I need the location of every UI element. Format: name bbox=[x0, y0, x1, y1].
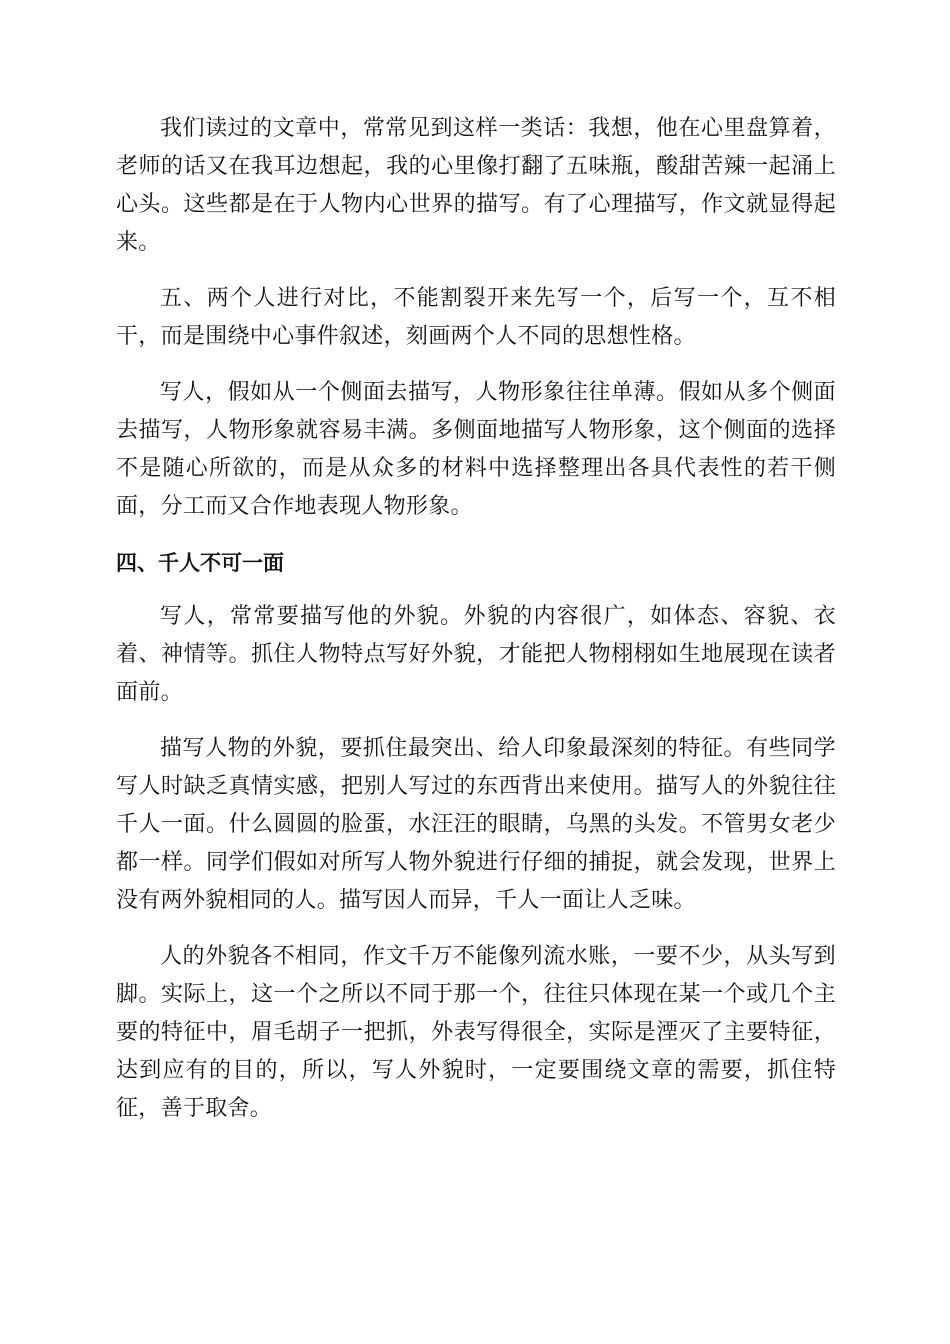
document-page bbox=[116, 110, 836, 1146]
section-heading: 四、千人不可一面 bbox=[116, 551, 284, 575]
paragraph-contrast-two-people: 五、两个人进行对比，不能割裂开来先写一个，后写一个，互不相干，而是围绕中心事件叙述，刻画两个人不同的思想性格。 bbox=[116, 286, 836, 349]
paragraph-multiple-aspects: 写人，假如从一个侧面去描写，人物形象往往单薄。假如从多个侧面去描写，人物形象就容易丰满。多侧面地描写人物形象，这个侧面的选择不是随心所欲的，而是从众多的材料中选择整理出各具代表性的若干侧面，分工而又合作地表现人物形象。 bbox=[116, 380, 836, 519]
paragraph-appearance-selection: 人的外貌各不相同，作文千万不能像列流水账，一要不少，从头写到脚。实际上，这一个之所以不同于那一个，往往只体现在某一个或几个主要的特征中，眉毛胡子一把抓，外表写得很全，实际是湮灭了主要特征，达到应有的目的，所以，写人外貌时，一定要围绕文章的需要，抓住特征，善于取舍。 bbox=[116, 944, 836, 1121]
paragraph-appearance-features: 描写人物的外貌，要抓住最突出、给人印象最深刻的特征。有些同学写人时缺乏真情实感，把别人写过的东西背出来使用。描写人的外貌往往千人一面。什么圆圆的脸蛋，水汪汪的眼睛，乌黑的头发。不管男女老少都一样。同学们假如对所写人物外貌进行仔细的捕捉，就会发现，世界上没有两外貌相同的人。描写因人而异，千人一面让人乏味。 bbox=[116, 736, 836, 913]
paragraph-inner-thoughts: 我们读过的文章中，常常见到这样一类话：我想，他在心里盘算着，老师的话又在我耳边想起，我的心里像打翻了五味瓶，酸甜苦辣一起涌上心头。这些都是在于人物内心世界的描写。有了心理描写，作文就显得起来。 bbox=[116, 116, 836, 255]
paragraph-appearance-intro: 写人，常常要描写他的外貌。外貌的内容很广，如体态、容貌、衣着、神情等。抓住人物特点写好外貌，才能把人物栩栩如生地展现在读者面前。 bbox=[116, 604, 836, 705]
